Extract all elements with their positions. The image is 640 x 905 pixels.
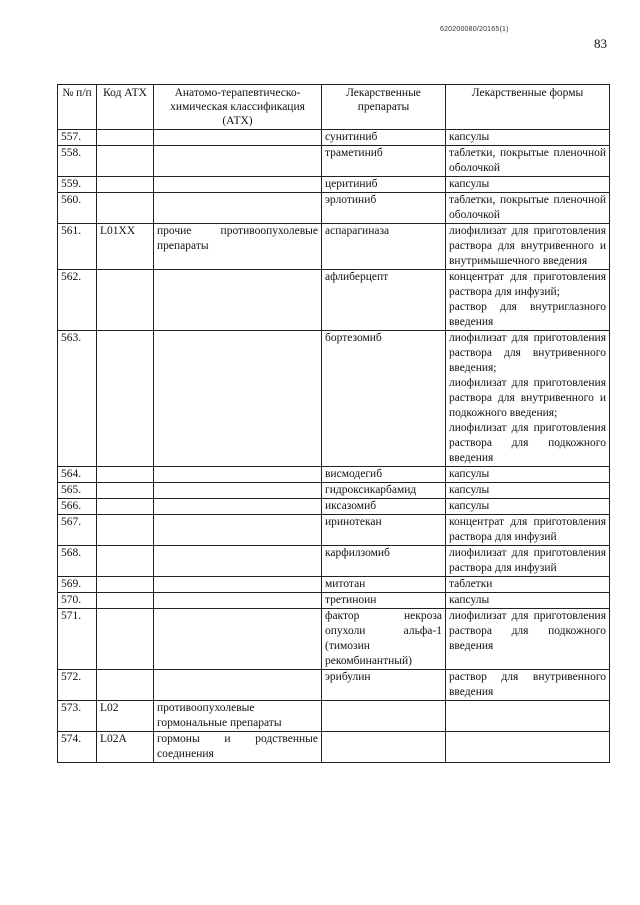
dosage-form-cell: лиофилизат для приготовления раствора для внутривенного введения; лиофилизат для приготовления раствора для внутривенного и подкожного введения; лиофилизат для приготовления раствора для подкожного введения [446,331,610,467]
row-number-cell: 561. [58,224,97,270]
row-number-cell: 558. [58,146,97,177]
atc-classification-cell [154,130,322,146]
row-number-cell: 568. [58,546,97,577]
dosage-form-cell: таблетки [446,577,610,593]
table-row [58,224,610,270]
dosage-form-cell: капсулы [446,499,610,515]
dosage-form-cell: таблетки, покрытые пленочной оболочкой [446,146,610,177]
column-header-dosage-forms: Лекарственные формы [446,85,610,130]
table-row [58,177,610,193]
dosage-form-cell: капсулы [446,593,610,609]
row-number-cell: 563. [58,331,97,467]
dosage-form-cell: капсулы [446,483,610,499]
atc-code-cell: L01XX [97,224,154,270]
table-row [58,701,610,732]
drug-name-cell: фактор некроза опухоли альфа-1 (тимозин рекомбинантный) [322,609,446,670]
row-number-cell: 566. [58,499,97,515]
table-body [58,130,610,763]
dosage-form-cell: таблетки, покрытые пленочной оболочкой [446,193,610,224]
atc-classification-cell [154,515,322,546]
atc-classification-cell [154,577,322,593]
row-number-cell: 574. [58,732,97,763]
dosage-form-cell: капсулы [446,130,610,146]
table-row [58,577,610,593]
drug-name-cell: гидроксикарбамид [322,483,446,499]
dosage-form-cell: капсулы [446,177,610,193]
drug-name-cell: эрибулин [322,670,446,701]
atc-code-cell [97,467,154,483]
table-row [58,270,610,331]
drug-name-cell: траметиниб [322,146,446,177]
row-number-cell: 570. [58,593,97,609]
drug-name-cell: митотан [322,577,446,593]
atc-classification-cell [154,593,322,609]
drug-name-cell: церитиниб [322,177,446,193]
atc-classification-cell [154,467,322,483]
table-header-row [58,85,610,130]
column-header-drugs: Лекарственные препараты [322,85,446,130]
dosage-form-cell [446,701,610,732]
column-header-atc-code: Код АТХ [97,85,154,130]
drug-name-cell: висмодегиб [322,467,446,483]
atc-classification-cell: противоопухолевые гормональные препараты [154,701,322,732]
table-row [58,499,610,515]
dosage-form-cell: лиофилизат для приготовления раствора для внутривенного и внутримышечного введения [446,224,610,270]
table-row [58,483,610,499]
atc-classification-cell: прочие противоопухолевые препараты [154,224,322,270]
atc-classification-cell [154,146,322,177]
column-header-number: № п/п [58,85,97,130]
atc-classification-cell [154,546,322,577]
row-number-cell: 573. [58,701,97,732]
column-header-atc-classification: Анатомо-терапевтическо-химическая классификация (АТХ) [154,85,322,130]
drug-name-cell: бортезомиб [322,331,446,467]
dosage-form-cell: раствор для внутривенного введения [446,670,610,701]
drug-name-cell: аспарагиназа [322,224,446,270]
table-row [58,515,610,546]
table-row [58,609,610,670]
atc-code-cell [97,609,154,670]
dosage-form-cell: концентрат для приготовления раствора для инфузий [446,515,610,546]
row-number-cell: 564. [58,467,97,483]
dosage-form-cell: концентрат для приготовления раствора для инфузий; раствор для внутриглазного введения [446,270,610,331]
row-number-cell: 569. [58,577,97,593]
row-number-cell: 557. [58,130,97,146]
atc-code-cell: L02 [97,701,154,732]
row-number-cell: 572. [58,670,97,701]
drug-table [57,84,610,763]
table-row [58,331,610,467]
row-number-cell: 565. [58,483,97,499]
table-row [58,193,610,224]
drug-name-cell: карфилзомиб [322,546,446,577]
drug-name-cell [322,701,446,732]
table-row [58,670,610,701]
atc-code-cell [97,593,154,609]
table-row [58,546,610,577]
atc-code-cell [97,670,154,701]
atc-code-cell [97,577,154,593]
atc-classification-cell [154,483,322,499]
drug-name-cell: третиноин [322,593,446,609]
atc-code-cell [97,483,154,499]
atc-classification-cell [154,670,322,701]
row-number-cell: 567. [58,515,97,546]
page-number: 83 [594,36,607,51]
drug-name-cell: сунитиниб [322,130,446,146]
atc-classification-cell [154,609,322,670]
drug-name-cell: эрлотиниб [322,193,446,224]
row-number-cell: 560. [58,193,97,224]
table-row [58,146,610,177]
atc-code-cell: L02A [97,732,154,763]
atc-code-cell [97,499,154,515]
atc-classification-cell [154,499,322,515]
atc-code-cell [97,130,154,146]
atc-classification-cell [154,270,322,331]
table-row [58,593,610,609]
document-code: 620200080/20165(1) [440,26,509,33]
atc-code-cell [97,515,154,546]
atc-code-cell [97,331,154,467]
atc-classification-cell [154,177,322,193]
atc-classification-cell [154,331,322,467]
table-row [58,467,610,483]
atc-code-cell [97,177,154,193]
table-row [58,732,610,763]
dosage-form-cell: лиофилизат для приготовления раствора для инфузий [446,546,610,577]
dosage-form-cell: лиофилизат для приготовления раствора для подкожного введения [446,609,610,670]
dosage-form-cell [446,732,610,763]
drug-name-cell [322,732,446,763]
drug-name-cell: иринотекан [322,515,446,546]
dosage-form-cell: капсулы [446,467,610,483]
atc-classification-cell: гормоны и родственные соединения [154,732,322,763]
atc-code-cell [97,546,154,577]
atc-code-cell [97,146,154,177]
row-number-cell: 571. [58,609,97,670]
atc-code-cell [97,270,154,331]
drug-name-cell: афлиберцепт [322,270,446,331]
drug-name-cell: иксазомиб [322,499,446,515]
table-row [58,130,610,146]
row-number-cell: 562. [58,270,97,331]
atc-code-cell [97,193,154,224]
atc-classification-cell [154,193,322,224]
row-number-cell: 559. [58,177,97,193]
